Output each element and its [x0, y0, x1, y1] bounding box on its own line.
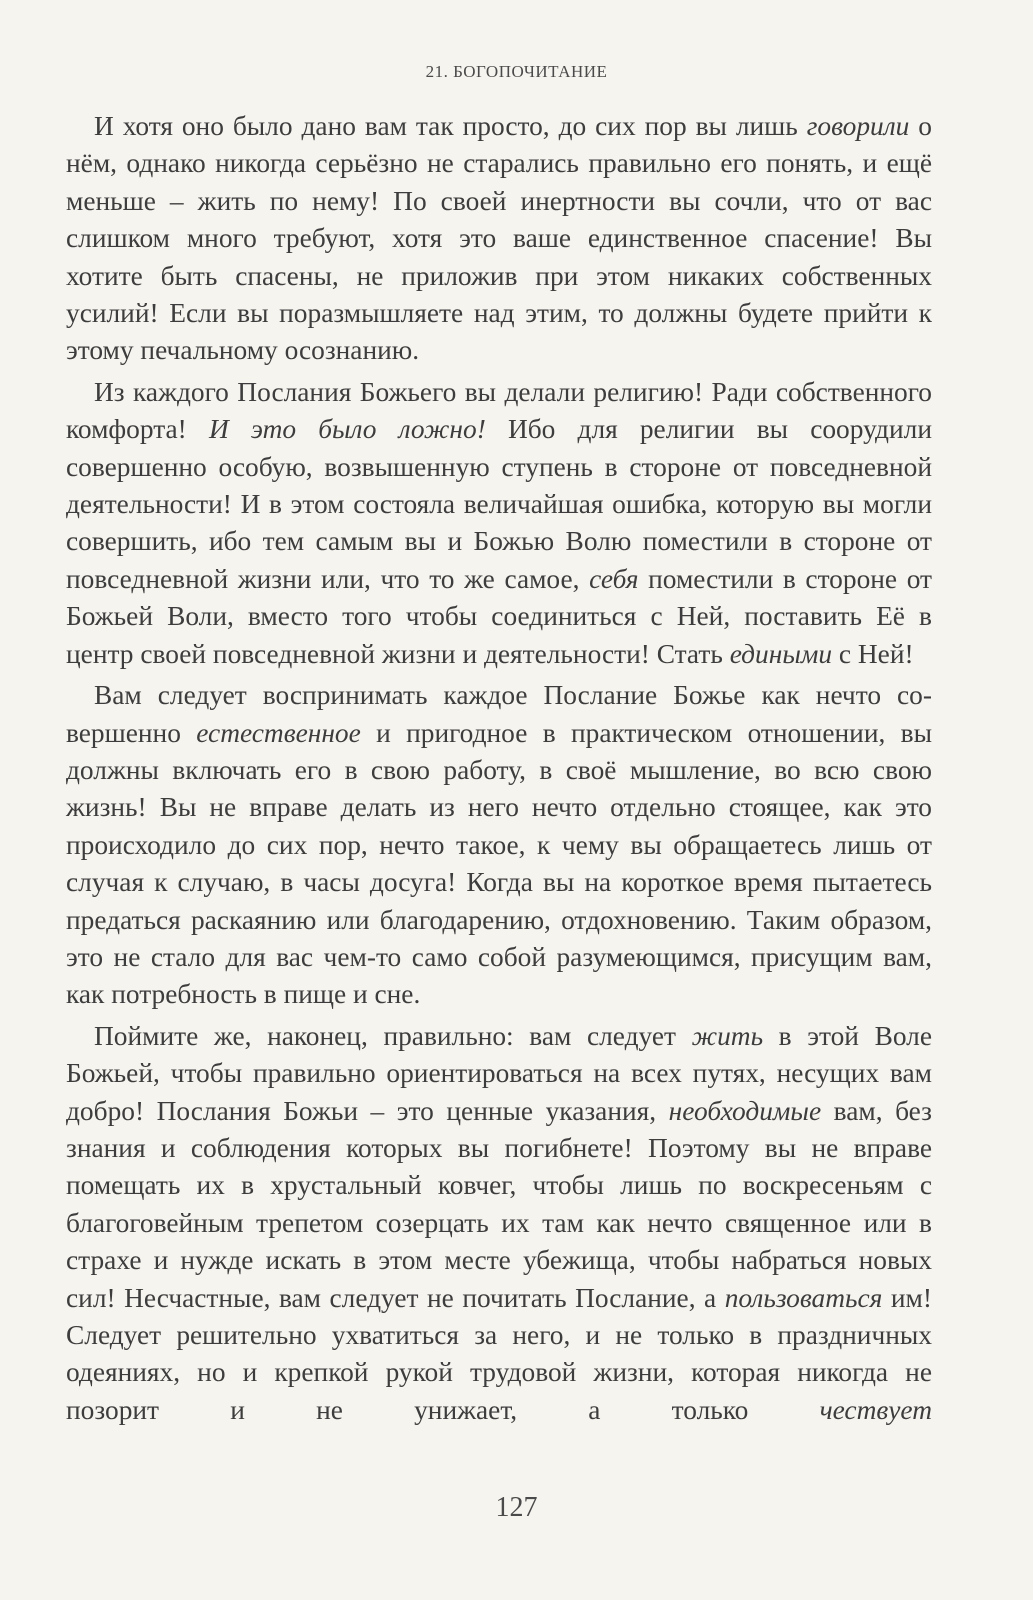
text-segment: Ибо для религии вы соорудили совершенно особую, возвышенную ступень в стороне от повседневной деятельности! И в этом состояла величайшая ошибка, которую вы могли совершить, ибо тем самым вы и Божью Волю поместили в стороне от повседневной жизни или, что то же самое, [66, 414, 932, 594]
italic-segment: говорили [806, 111, 910, 141]
paragraph-4 [66, 1018, 932, 1429]
text-segment: им! Следует решительно ухватиться за него, и не только в праздничных одеяниях, но и крепкой рукой трудовой жизни, которая никогда не позорит и не унижает, а только [66, 1282, 932, 1425]
text-segment: Из каждого Послания Божьего вы делали религию! Ради собственного комфорта! [66, 376, 932, 445]
italic-segment: себя [589, 563, 639, 594]
paragraph-2 [66, 374, 932, 673]
text-segment: о нём, однако никогда серьёзно не старались правильно его понять, и ещё меньше – жить по нему! По своей инертности вы сочли, что от вас слишком много требуют, хотя это ваше единственное спасение! Вы хотите быть спасены, не приложив при этом никаких собственных усилий! Если вы поразмышляете над этим, то должны будете прийти к этому печальному осознанию. [66, 111, 932, 366]
page-number: 127 [495, 1492, 538, 1523]
text-segment: с Ней! [832, 638, 914, 669]
italic-segment: жить [691, 1020, 764, 1051]
text-segment: поместили в стороне от Божьей Воли, вместо того чтобы соединиться с Ней, поставить Её в центр своей повседневной жизни и деятельности! Стать [66, 563, 932, 669]
italic-segment: необходимые [668, 1095, 822, 1126]
italic-segment: пользоваться [724, 1282, 883, 1313]
italic-segment: естественное [196, 717, 361, 748]
text-segment: Вам следует воспринимать каждое Послание Божье как нечто совершенно [66, 680, 932, 748]
italic-segment: И это было ложно! [208, 414, 486, 445]
italic-segment: чествует [819, 1394, 932, 1425]
italic-segment: едиными [729, 638, 833, 669]
text-segment: и пригодное в практическом отношении, вы должны включать его в свою работу, в своё мышление, во всю свою жизнь! Вы не вправе делать из него нечто отдельно стоящее, как это происходило до сих пор, нечто такое, к чему вы обращаетесь лишь от случая к случаю, в часы досуга! Когда вы на короткое время пытаетесь предаться раскаянию или благодарению, отдохновению. Таким образом, это не стало для вас чем-то само собой разумеющимся, присущим вам, как потребность в пище и сне. [66, 717, 933, 1010]
text-segment: Поймите же, наконец, правильно: вам следует [94, 1020, 692, 1051]
text-segment: И хотя оно было дано вам так просто, до сих пор вы лишь [94, 111, 807, 141]
text-segment: вам, без знания и соблюдения которых вы погибнете! Поэтому вы не вправе помещать их в хрустальный ковчег, чтобы лишь по воскресеньям с благоговейным трепетом созерцать их там как нечто священное или в страхе и нужде искать в этом месте убежища, чтобы набраться новых сил! Несчастные, вам следует не почитать Послание, а [66, 1095, 932, 1313]
paragraph-1 [66, 108, 932, 370]
text-segment: в этой Воле Божьей, чтобы правильно ориентироваться на всех путях, несущих вам добро! Послания Божьи – это ценные указания, [66, 1020, 932, 1126]
body-text [66, 108, 932, 1433]
paragraph-3 [66, 677, 932, 1014]
running-head: 21. БОГОПОЧИТАНИЕ [425, 62, 608, 81]
